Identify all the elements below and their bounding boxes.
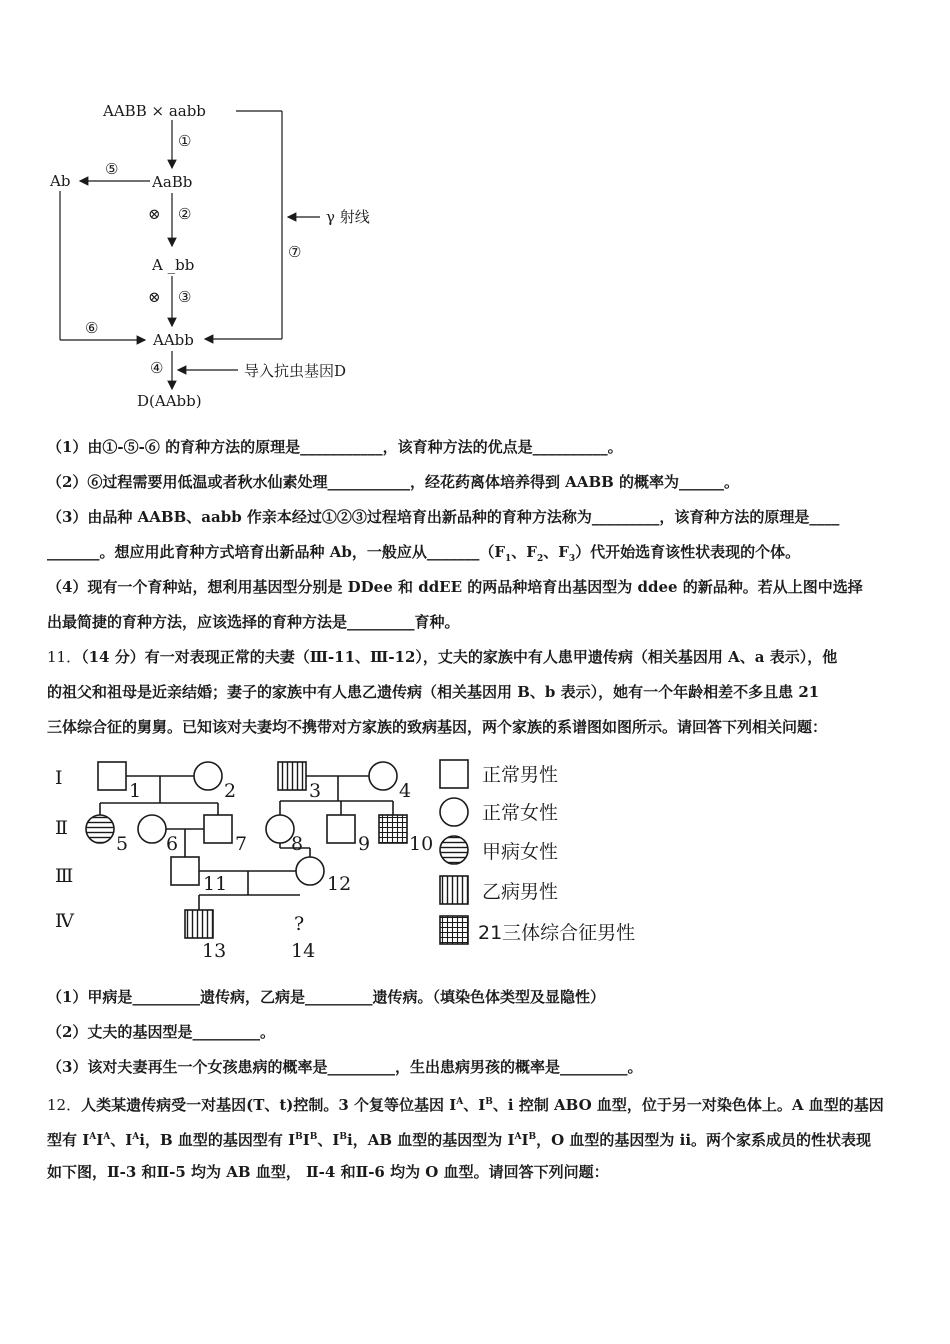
q10-f2-sub: 2 [536, 554, 544, 564]
gene-import-label: 导入抗虫基因D [244, 362, 347, 380]
individual-12-wife [296, 857, 324, 885]
f1-genotype: AaBb [152, 173, 193, 191]
haploid-ab: Ab [50, 172, 71, 190]
label-9: 9 [358, 833, 371, 855]
generation-3: Ⅲ [55, 865, 74, 887]
legend-b-male-symbol [440, 876, 468, 904]
q10-f3-sub: 3 [568, 554, 576, 564]
q12-l2b: I [96, 1131, 104, 1149]
individual-5-affected-female [86, 815, 114, 843]
legend-a-female-symbol [440, 836, 468, 864]
q10-line3: （3）由品种 AABB、aabb 作亲本经过①②③过程培育出新品种的育种方法称为_________，该育种方法的原理是____ [47, 508, 840, 526]
q10-f1-sub: 1 [505, 554, 512, 564]
label-11: 11 [203, 873, 228, 895]
label-6: 6 [166, 833, 179, 855]
label-1: 1 [129, 780, 142, 802]
q12-l2d: i，B 血型的基因型有 I [139, 1131, 296, 1149]
q12-supA-5: A [514, 1132, 522, 1142]
individual-7-normal-male [204, 815, 232, 843]
q12-l1a: 人类某遗传病受一对基因(T、t)控制。3 个复等位基因 I [81, 1096, 457, 1114]
label-7: 7 [235, 833, 248, 855]
q12-number: 12． [47, 1096, 82, 1114]
step6-label: ⑥ [85, 319, 99, 337]
individual-11-husband [171, 857, 199, 885]
q12-l2c: 、I [110, 1131, 133, 1149]
parents-cross: AABB × aabb [103, 102, 206, 120]
label-12: 12 [327, 873, 352, 895]
legend-normal-female-text: 正常女性 [482, 802, 559, 824]
q12-l1b: 、I [463, 1096, 486, 1114]
individual-2-normal-female [194, 762, 222, 790]
generation-2: Ⅱ [55, 817, 68, 839]
q12-l2a: 型有 I [47, 1131, 90, 1149]
q12-supA-3: A [103, 1132, 111, 1142]
label-8: 8 [291, 833, 304, 855]
q11-sub1: （1）甲病是_________遗传病，乙病是_________遗传病。（填染色体类型及显隐性） [47, 988, 605, 1006]
q10-line4-c: 、F [543, 543, 569, 561]
q11-line1-text: （14 分）有一对表现正常的夫妻（Ⅲ-11、Ⅲ-12），丈夫的家族中有人患甲遗传病（相关基因用 A、a 表示），他 [81, 648, 838, 666]
step4-label: ④ [150, 359, 164, 377]
label-13: 13 [202, 940, 227, 962]
unknown-child-marker: ? [294, 913, 305, 935]
q11-sub3: （3）该对夫妻再生一个女孩患病的概率是_________，生出患病男孩的概率是_________。 [47, 1058, 643, 1076]
step5-label: ⑤ [105, 160, 119, 178]
q11-line3: 三体综合征的舅舅。已知该对夫妻均不携带对方家族的致病基因，两个家族的系谱图如图所示。请回答下列相关问题： [47, 718, 828, 736]
individual-13-affected-male [185, 910, 213, 938]
gamma-ray-label: γ 射线 [326, 208, 370, 226]
legend-trisomy-male-symbol [440, 916, 468, 944]
q12-l1c: 、i 控制 ABO 血型，位于另一对染色体上。A 血型的基因 [492, 1096, 884, 1114]
q11-number: 11． [47, 648, 82, 666]
step2-label: ② [178, 205, 192, 223]
q10-line4-d: ）代开始选育该性状表现的个体。 [575, 543, 801, 561]
a-bb-genotype: A _bb [152, 256, 195, 274]
legend-normal-male-text: 正常男性 [482, 764, 559, 786]
legend-trisomy-male-text: 21三体综合征男性 [478, 922, 636, 944]
self-cross-symbol-1: ⊗ [148, 205, 161, 223]
label-4: 4 [399, 780, 412, 802]
legend-normal-male-symbol [440, 760, 468, 788]
q12-line2 [47, 1127, 917, 1150]
generation-4: Ⅳ [55, 910, 74, 932]
q12-supA-2: A [89, 1132, 97, 1142]
individual-6-normal-female [138, 815, 166, 843]
q10-line6: 出最简捷的育种方法，应该选择的育种方法是_________育种。 [47, 613, 460, 631]
label-14: 14 [291, 940, 316, 962]
legend-normal-female-symbol [440, 798, 468, 826]
label-3: 3 [309, 780, 322, 802]
q12-line1 [47, 1092, 917, 1115]
q10-line4-a: _______。想应用此育种方式培育出新品种 Ab，一般应从_______（F [47, 543, 506, 561]
q12-supB-5: B [528, 1132, 537, 1142]
q11-line2: 的祖父和祖母是近亲结婚；妻子的家族中有人患乙遗传病（相关基因用 B、b 表示），她有一个年龄相差不多且患 21 [47, 683, 820, 701]
q10-line4-b: 、F [511, 543, 537, 561]
step1-label: ① [178, 132, 192, 150]
individual-3-affected-male [278, 762, 306, 790]
individual-8-normal-female [266, 815, 294, 843]
target-genotype: AAbb [153, 331, 194, 349]
q12-l2e: I [302, 1131, 310, 1149]
q10-line2: （2）⑥过程需要用低温或者秋水仙素处理___________，经花药离体培养得到 AABB 的概率为______。 [47, 473, 740, 491]
label-5: 5 [116, 833, 129, 855]
step7-label: ⑦ [288, 243, 302, 261]
q12-l2h: I [521, 1131, 529, 1149]
final-genotype: D(AAbb) [137, 392, 202, 410]
legend-a-female-text: 甲病女性 [482, 841, 559, 863]
q10-line5: （4）现有一个育种站，想利用基因型分别是 DDee 和 ddEE 的两品种培育出基因型为 ddee 的新品种。若从上图中选择 [47, 578, 863, 596]
individual-4-normal-female [369, 762, 397, 790]
label-2: 2 [224, 780, 237, 802]
self-cross-symbol-2: ⊗ [148, 288, 161, 306]
q12-supA-4: A [132, 1132, 140, 1142]
q12-line3: 如下图，Ⅱ-3 和Ⅱ-5 均为 AB 血型， Ⅱ-4 和Ⅱ-6 均为 O 血型。请回答下列问题： [47, 1163, 609, 1181]
individual-1-normal-male [98, 762, 126, 790]
q11-sub2: （2）丈夫的基因型是_________。 [47, 1023, 275, 1041]
individual-9-normal-male [327, 815, 355, 843]
generation-1: Ⅰ [55, 767, 63, 789]
legend-b-male-text: 乙病男性 [482, 881, 559, 903]
q12-supB-4: B [339, 1132, 347, 1142]
q12-l2f: 、I [317, 1131, 340, 1149]
q12-supA-1: A [456, 1097, 464, 1107]
q12-l2i: ，O 血型的基因型为 ii。两个家系成员的性状表现 [536, 1131, 872, 1149]
step3-label: ③ [178, 288, 192, 306]
q10-line1: （1）由①-⑤-⑥ 的育种方法的原理是___________，该育种方法的优点是__________。 [47, 438, 623, 456]
q12-supB-3: B [309, 1132, 318, 1142]
label-10: 10 [409, 833, 434, 855]
q12-l2g: i，AB 血型的基因型为 I [347, 1131, 515, 1149]
q12-supB-2: B [295, 1132, 303, 1142]
q12-supB-1: B [485, 1097, 493, 1107]
individual-10-trisomy-male [379, 815, 407, 843]
